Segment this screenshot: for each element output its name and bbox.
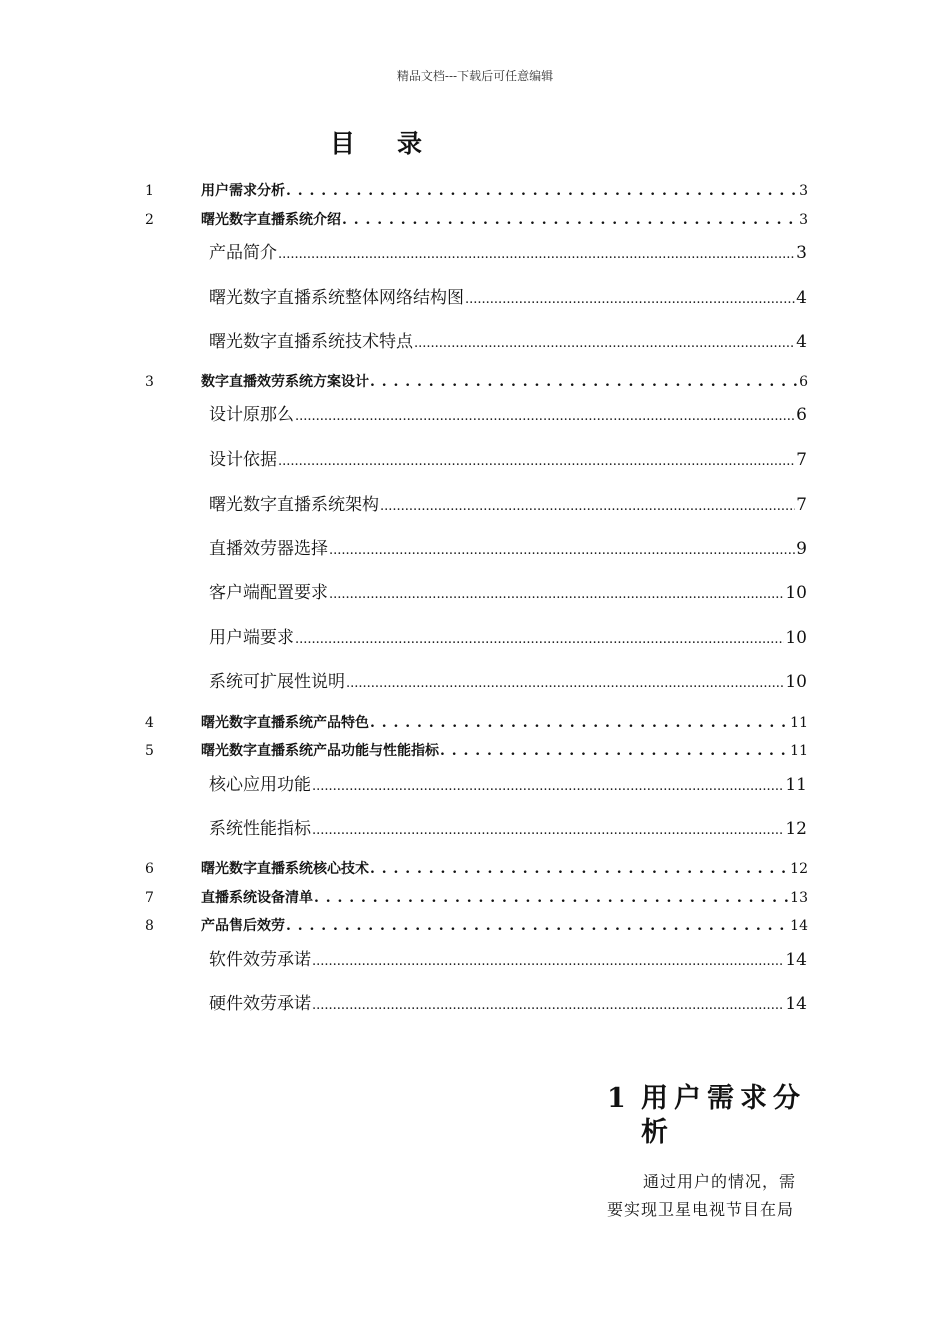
toc-entry-number: 8 xyxy=(145,918,154,934)
toc-entry-page: 6 xyxy=(799,374,808,390)
toc-entry-level2[interactable] xyxy=(209,327,807,352)
toc-entry-page: 10 xyxy=(785,628,807,648)
toc-dot-leader xyxy=(278,450,795,470)
toc-entry-level2[interactable] xyxy=(209,578,807,603)
toc-dot-leader xyxy=(370,374,798,390)
toc-entry-text: 数字直播效劳系统方案设计 xyxy=(201,374,369,390)
toc-entry-text: 硬件效劳承诺 xyxy=(209,994,311,1014)
toc-entry-page: 14 xyxy=(785,950,807,970)
toc-entry-page: 13 xyxy=(790,890,808,906)
toc-entry-text: 曙光数字直播系统核心技术 xyxy=(201,861,369,877)
toc-entry-page: 10 xyxy=(785,672,807,692)
toc-entry-level2[interactable] xyxy=(209,238,807,263)
toc-entry-level2[interactable] xyxy=(209,814,807,839)
toc-entry-level1[interactable] xyxy=(145,180,808,200)
toc-entry-page: 7 xyxy=(796,450,807,470)
toc-entry-level2[interactable] xyxy=(209,445,807,470)
toc-entry-level1[interactable] xyxy=(145,887,808,907)
toc-entry-level2[interactable] xyxy=(209,490,807,515)
toc-entry-level2[interactable] xyxy=(209,945,807,970)
toc-entry-text: 直播系统设备清单 xyxy=(201,890,313,906)
toc-entry-level2[interactable] xyxy=(209,534,807,559)
toc-entry-page: 9 xyxy=(796,539,807,559)
toc-dot-leader xyxy=(286,183,798,199)
toc-entry-page: 7 xyxy=(796,495,807,515)
toc-entry-level2[interactable] xyxy=(209,400,807,425)
toc-dot-leader xyxy=(346,672,784,692)
toc-entry-text: 曙光数字直播系统产品特色 xyxy=(201,715,369,731)
toc-dot-leader xyxy=(286,918,789,934)
toc-entry-page: 14 xyxy=(785,994,807,1014)
toc-entry-number: 1 xyxy=(145,183,154,199)
toc-dot-leader xyxy=(278,243,795,263)
toc-entry-number: 7 xyxy=(145,890,154,906)
toc-dot-leader xyxy=(329,539,795,559)
toc-entry-text: 设计依据 xyxy=(209,450,277,470)
toc-dot-leader xyxy=(370,715,789,731)
toc-entry-text: 曙光数字直播系统技术特点 xyxy=(209,332,413,352)
toc-entry-text: 产品简介 xyxy=(209,243,277,263)
toc-entry-page: 11 xyxy=(790,715,808,731)
toc-dot-leader xyxy=(342,212,798,228)
toc-dot-leader xyxy=(465,288,795,308)
toc-entry-page: 3 xyxy=(796,243,807,263)
toc-entry-number: 5 xyxy=(145,743,154,759)
header-watermark: 精品文档---下载后可任意编辑 xyxy=(396,69,554,83)
toc-entry-text: 系统性能指标 xyxy=(209,819,311,839)
toc-dot-leader xyxy=(370,861,789,877)
toc-dot-leader xyxy=(312,994,784,1014)
toc-dot-leader xyxy=(440,743,789,759)
toc-entry-text: 曙光数字直播系统架构 xyxy=(209,495,379,515)
toc-entry-text: 核心应用功能 xyxy=(209,775,311,795)
toc-entry-text: 产品售后效劳 xyxy=(201,918,285,934)
toc-entry-text: 用户端要求 xyxy=(209,628,294,648)
toc-entry-page: 11 xyxy=(790,743,808,759)
toc-entry-page: 6 xyxy=(796,405,807,425)
toc-entry-text: 客户端配置要求 xyxy=(209,583,328,603)
toc-dot-leader xyxy=(380,495,795,515)
toc-dot-leader xyxy=(295,628,784,648)
toc-dot-leader xyxy=(312,819,784,839)
toc-entry-level2[interactable] xyxy=(209,989,807,1014)
toc-entry-page: 3 xyxy=(799,183,808,199)
toc-entry-page: 4 xyxy=(796,332,807,352)
toc-entry-page: 14 xyxy=(790,918,808,934)
toc-entry-number: 4 xyxy=(145,715,154,731)
toc-entry-level1[interactable] xyxy=(145,915,808,935)
toc-entry-level2[interactable] xyxy=(209,667,807,692)
toc-entry-level1[interactable] xyxy=(145,858,808,878)
toc-entry-text: 曙光数字直播系统整体网络结构图 xyxy=(209,288,464,308)
toc-entry-level1[interactable] xyxy=(145,712,808,732)
toc-entry-page: 10 xyxy=(785,583,807,603)
toc-entry-number: 3 xyxy=(145,374,154,390)
toc-entry-level2[interactable] xyxy=(209,770,807,795)
toc-entry-level2[interactable] xyxy=(209,283,807,308)
toc-dot-leader xyxy=(314,890,789,906)
toc-entry-page: 12 xyxy=(790,861,808,877)
toc-entry-page: 4 xyxy=(796,288,807,308)
toc-dot-leader xyxy=(312,775,784,795)
toc-title: 目录 xyxy=(330,129,465,158)
toc-entry-text: 直播效劳器选择 xyxy=(209,539,328,559)
toc-entry-number: 6 xyxy=(145,861,154,877)
toc-entry-page: 12 xyxy=(785,819,807,839)
toc-entry-text: 设计原那么 xyxy=(209,405,294,425)
toc-entry-page: 11 xyxy=(785,775,807,795)
toc-entry-level2[interactable] xyxy=(209,623,807,648)
toc-dot-leader xyxy=(295,405,795,425)
section-title: 用户需求分析 xyxy=(641,1083,806,1148)
toc-entry-text: 用户需求分析 xyxy=(201,183,285,199)
body-paragraph-line-1: 通过用户的情况，需 xyxy=(643,1172,797,1191)
toc-dot-leader xyxy=(312,950,784,970)
toc-entry-level1[interactable] xyxy=(145,371,808,391)
toc-entry-text: 系统可扩展性说明 xyxy=(209,672,345,692)
toc-entry-level1[interactable] xyxy=(145,740,808,760)
toc-dot-leader xyxy=(414,332,795,352)
toc-entry-text: 曙光数字直播系统介绍 xyxy=(201,212,341,228)
toc-entry-level1[interactable] xyxy=(145,209,808,229)
toc-entry-text: 软件效劳承诺 xyxy=(209,950,311,970)
toc-dot-leader xyxy=(329,583,784,603)
body-paragraph-line-2: 要实现卫星电视节目在局 xyxy=(607,1200,795,1219)
toc-entry-page: 3 xyxy=(799,212,808,228)
section-number: 1 xyxy=(607,1083,632,1114)
toc-entry-number: 2 xyxy=(145,212,154,228)
toc-entry-text: 曙光数字直播系统产品功能与性能指标 xyxy=(201,743,439,759)
